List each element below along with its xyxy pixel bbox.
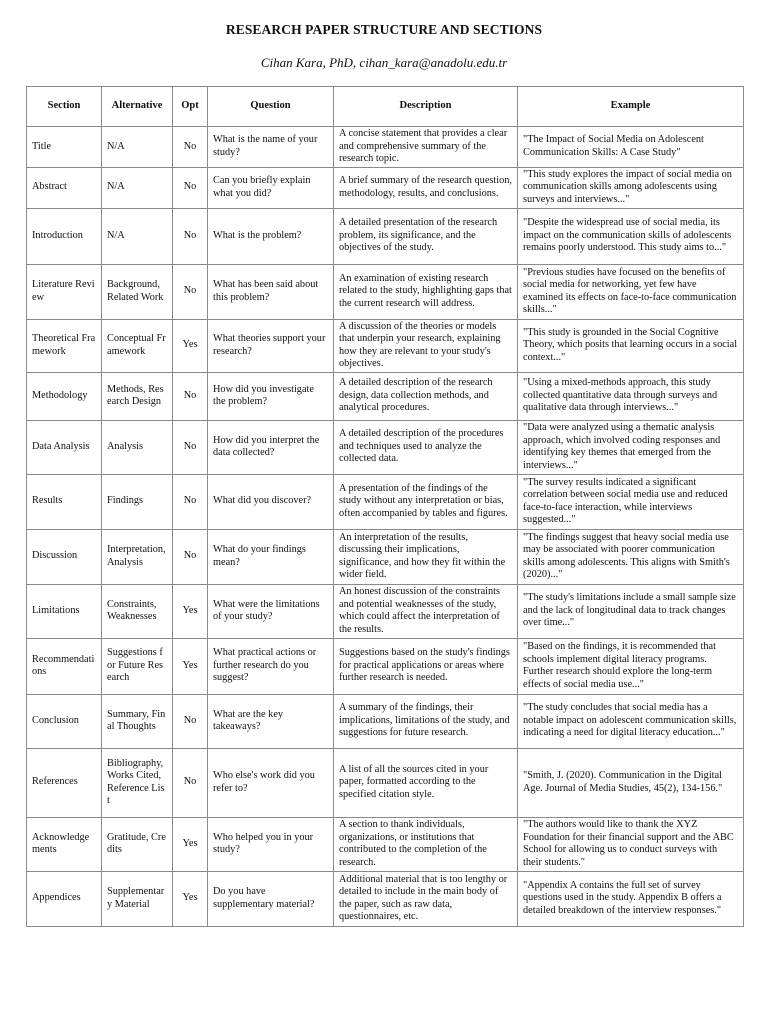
- cell-description: A detailed description of the research design, data collection methods, and analytical procedures.: [334, 372, 518, 420]
- table-row: [27, 208, 744, 264]
- cell-section: Title: [27, 127, 102, 168]
- table-row: [27, 748, 744, 817]
- cell-description: A list of all the sources cited in your paper, formatted according to the specified citation style.: [334, 748, 518, 817]
- cell-example: "Using a mixed-methods approach, this study collected quantitative data through surveys and qualitative data through interviews...": [518, 372, 744, 420]
- cell-section: Abstract: [27, 167, 102, 208]
- cell-alternative: Gratitude, Credits: [102, 817, 173, 871]
- cell-description: A discussion of the theories or models that underpin your research, explaining how they are relevant to your study's objectives.: [334, 319, 518, 372]
- table-row: [27, 871, 744, 926]
- cell-example: "Despite the widespread use of social media, its impact on the communication skills of adolescents remains poorly understood. This study aims to...": [518, 208, 744, 264]
- cell-question: What were the limitations of your study?: [208, 584, 334, 638]
- page-title: RESEARCH PAPER STRUCTURE AND SECTIONS: [225, 22, 543, 37]
- cell-opt: No: [173, 127, 208, 168]
- cell-alternative: Findings: [102, 474, 173, 529]
- cell-alternative: Bibliography, Works Cited, Reference List: [102, 748, 173, 817]
- cell-example: "The study's limitations include a small sample size and the lack of longitudinal data to track changes over time...": [518, 584, 744, 638]
- cell-example: "Appendix A contains the full set of survey questions used in the study. Appendix B offers a detailed breakdown of the interview responses.": [518, 871, 744, 926]
- cell-question: What do your findings mean?: [208, 529, 334, 584]
- table-row: [27, 127, 744, 168]
- table-row: [27, 474, 744, 529]
- cell-section: Data Analysis: [27, 420, 102, 474]
- cell-alternative: Conceptual Framework: [102, 319, 173, 372]
- table-row: [27, 167, 744, 208]
- header-alternative: Alternative: [102, 87, 173, 127]
- header-section: Section: [27, 87, 102, 127]
- cell-description: A summary of the findings, their implications, limitations of the study, and suggestions for future research.: [334, 694, 518, 748]
- cell-section: Recommendations: [27, 638, 102, 694]
- cell-alternative: Constraints, Weaknesses: [102, 584, 173, 638]
- cell-question: What did you discover?: [208, 474, 334, 529]
- cell-example: "Based on the findings, it is recommended that schools implement digital literacy programs. Further research should explore the long-term effects of social media use...": [518, 638, 744, 694]
- cell-alternative: Supplementary Material: [102, 871, 173, 926]
- header-description: Description: [334, 87, 518, 127]
- cell-section: Literature Review: [27, 264, 102, 319]
- cell-section: References: [27, 748, 102, 817]
- cell-question: What has been said about this problem?: [208, 264, 334, 319]
- cell-description: Additional material that is too lengthy or detailed to include in the main body of the paper, such as raw data, questionnaires, etc.: [334, 871, 518, 926]
- cell-question: What practical actions or further research do you suggest?: [208, 638, 334, 694]
- table-row: [27, 638, 744, 694]
- cell-description: A detailed description of the procedures and techniques used to analyze the collected data.: [334, 420, 518, 474]
- cell-question: What is the name of your study?: [208, 127, 334, 168]
- cell-question: What theories support your research?: [208, 319, 334, 372]
- table-row: [27, 319, 744, 372]
- cell-question: How did you interpret the data collected?: [208, 420, 334, 474]
- header-opt: Opt: [173, 87, 208, 127]
- cell-example: "Previous studies have focused on the benefits of social media for networking, yet few have examined its effects on face-to-face communication skills...": [518, 264, 744, 319]
- header-example: Example: [518, 87, 744, 127]
- cell-example: "The Impact of Social Media on Adolescent Communication Skills: A Case Study": [518, 127, 744, 168]
- cell-opt: No: [173, 474, 208, 529]
- cell-alternative: Background, Related Work: [102, 264, 173, 319]
- cell-alternative: N/A: [102, 127, 173, 168]
- cell-section: Theoretical Framework: [27, 319, 102, 372]
- cell-question: Can you briefly explain what you did?: [208, 167, 334, 208]
- cell-alternative: Analysis: [102, 420, 173, 474]
- cell-alternative: Summary, Final Thoughts: [102, 694, 173, 748]
- cell-section: Acknowledgements: [27, 817, 102, 871]
- cell-opt: No: [173, 264, 208, 319]
- cell-description: An honest discussion of the constraints and potential weaknesses of the study, which could affect the interpretation of the results.: [334, 584, 518, 638]
- cell-alternative: Methods, Research Design: [102, 372, 173, 420]
- table-row: [27, 817, 744, 871]
- cell-example: "The authors would like to thank the XYZ Foundation for their financial support and the ABC School for allowing us to conduct surveys with their students.": [518, 817, 744, 871]
- cell-opt: No: [173, 208, 208, 264]
- cell-opt: Yes: [173, 871, 208, 926]
- table-row: [27, 264, 744, 319]
- cell-opt: No: [173, 748, 208, 817]
- cell-section: Appendices: [27, 871, 102, 926]
- table-row: [27, 584, 744, 638]
- cell-question: Do you have supplementary material?: [208, 871, 334, 926]
- cell-alternative: Interpretation, Analysis: [102, 529, 173, 584]
- cell-example: "Data were analyzed using a thematic analysis approach, which involved coding responses and identifying key themes that emerged from the interviews...": [518, 420, 744, 474]
- cell-alternative: N/A: [102, 208, 173, 264]
- cell-description: Suggestions based on the study's findings for practical applications or areas where further research is needed.: [334, 638, 518, 694]
- cell-opt: Yes: [173, 817, 208, 871]
- cell-question: Who else's work did you refer to?: [208, 748, 334, 817]
- cell-section: Discussion: [27, 529, 102, 584]
- structure-table: [26, 86, 744, 927]
- cell-description: A concise statement that provides a clear and comprehensive summary of the research topic.: [334, 127, 518, 168]
- table-body: [27, 127, 744, 927]
- cell-section: Introduction: [27, 208, 102, 264]
- header-question: Question: [208, 87, 334, 127]
- cell-section: Results: [27, 474, 102, 529]
- cell-alternative: N/A: [102, 167, 173, 208]
- cell-description: An examination of existing research related to the study, highlighting gaps that the current research will address.: [334, 264, 518, 319]
- cell-description: A detailed presentation of the research problem, its significance, and the objectives of the study.: [334, 208, 518, 264]
- cell-question: Who helped you in your study?: [208, 817, 334, 871]
- cell-opt: Yes: [173, 319, 208, 372]
- cell-alternative: Suggestions for Future Research: [102, 638, 173, 694]
- cell-example: "The study concludes that social media has a notable impact on adolescent communication skills, indicating a need for digital literacy education...": [518, 694, 744, 748]
- cell-opt: No: [173, 372, 208, 420]
- cell-description: A section to thank individuals, organizations, or institutions that contributed to the completion of the research.: [334, 817, 518, 871]
- cell-example: "The findings suggest that heavy social media use may be associated with poorer communication skills among adolescents. This aligns with Smith's (2020)...": [518, 529, 744, 584]
- cell-description: An interpretation of the results, discussing their implications, significance, and how they fit within the wider field.: [334, 529, 518, 584]
- cell-example: "This study explores the impact of social media on communication skills among adolescents using surveys and interviews...": [518, 167, 744, 208]
- cell-example: "This study is grounded in the Social Cognitive Theory, which posits that learning occurs in a social context...": [518, 319, 744, 372]
- table-row: [27, 420, 744, 474]
- author-line: Cihan Kara, PhD, cihan_kara@anadolu.edu.tr: [260, 55, 508, 70]
- cell-section: Methodology: [27, 372, 102, 420]
- cell-opt: No: [173, 420, 208, 474]
- cell-opt: Yes: [173, 638, 208, 694]
- cell-description: A brief summary of the research question, methodology, results, and conclusions.: [334, 167, 518, 208]
- cell-description: A presentation of the findings of the study without any interpretation or bias, often accompanied by tables and figures.: [334, 474, 518, 529]
- cell-question: How did you investigate the problem?: [208, 372, 334, 420]
- cell-example: "The survey results indicated a significant correlation between social media use and reduced face-to-face interaction, while interviews suggested...": [518, 474, 744, 529]
- cell-section: Conclusion: [27, 694, 102, 748]
- cell-question: What is the problem?: [208, 208, 334, 264]
- cell-section: Limitations: [27, 584, 102, 638]
- table-row: [27, 694, 744, 748]
- cell-example: "Smith, J. (2020). Communication in the Digital Age. Journal of Media Studies, 45(2), 134-156.": [518, 748, 744, 817]
- cell-opt: No: [173, 694, 208, 748]
- table-row: [27, 529, 744, 584]
- cell-opt: No: [173, 167, 208, 208]
- cell-opt: Yes: [173, 584, 208, 638]
- cell-question: What are the key takeaways?: [208, 694, 334, 748]
- cell-opt: No: [173, 529, 208, 584]
- table-row: [27, 372, 744, 420]
- table-header-row: [27, 87, 744, 127]
